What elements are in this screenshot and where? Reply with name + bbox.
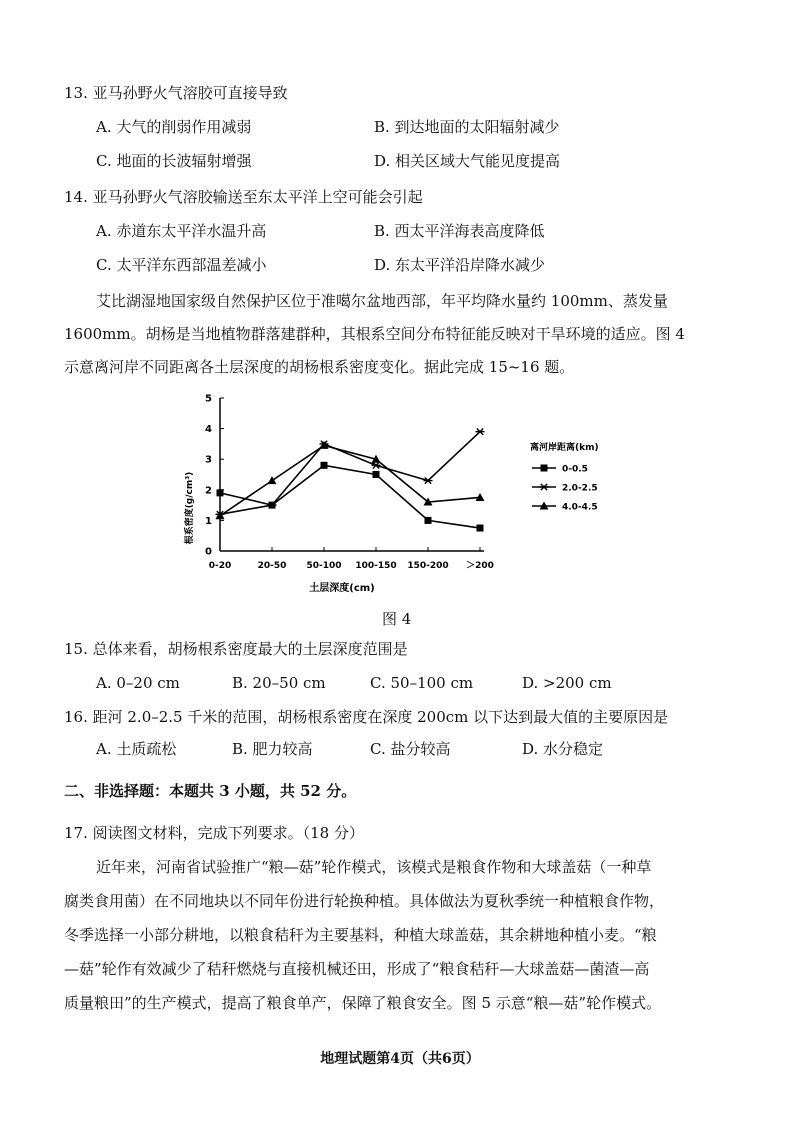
q15-option-c: C. 50–100 cm [370,674,474,692]
q16-option-b: B. 肥力较高 [232,740,313,758]
y-tick-label: 2 [205,485,212,497]
q17-line-2: 腐类食用菌）在不同地块以不同年份进行轮换种植。具体做法为夏秋季统一种植粮食作物， [64,892,665,910]
series-line-4.0-4.5 [220,445,480,515]
y-tick-label: 3 [205,454,212,466]
data-point-0-0.5 [321,462,328,469]
x-tick-label: ＞200 [466,561,494,571]
y-tick-label: 1 [205,515,212,527]
chart-series-layer [216,429,485,532]
q15-option-b: B. 20–50 cm [232,674,326,692]
q16-stem: 16. 距河 2.0–2.5 千米的范围，胡杨根系密度在深度 200cm 以下达到最大值的主要原因是 [64,708,669,726]
root-density-chart [180,388,600,603]
q17-line-4: —菇”轮作有效减少了秸秆燃烧与直接机械还田，形成了“粮食秸秆—大球盖菇—菌渣—高 [64,960,650,978]
q14-option-d: D. 东太平洋沿岸降水减少 [374,256,546,274]
q17-line-5: 质量粮田”的生产模式，提高了粮食单产，保障了粮食安全。图 5 示意“粮—菇”轮作模式。 [64,994,662,1012]
q13-option-d: D. 相关区域大气能见度提高 [374,152,561,170]
x-tick-label: 100-150 [355,561,397,571]
legend-marker [541,465,548,472]
y-tick-label: 5 [205,393,212,405]
q17-line-3: 冬季选择一小部分耕地，以粮食秸秆为主要基料，种植大球盖菇，其余耕地种植小麦。“粮 [64,926,657,944]
q13-stem: 13. 亚马孙野火气溶胶可直接导致 [64,84,288,102]
data-point-4.0-4.5 [216,511,225,519]
q17-line-1: 近年来，河南省试验推广“粮—菇”轮作模式，该模式是粮食作物和大球盖菇（一种草 [96,858,652,876]
data-point-0-0.5 [425,517,432,524]
data-point-0-0.5 [477,525,484,532]
legend-label: 0-0.5 [562,464,588,475]
data-point-2.0-2.5 [424,477,433,483]
data-point-2.0-2.5 [372,462,381,468]
y-tick-label: 0 [205,546,212,558]
x-tick-label: 50-100 [306,561,342,571]
data-point-2.0-2.5 [476,429,485,435]
q17-stem: 17. 阅读图文材料，完成下列要求。（18 分） [64,824,364,842]
q13-option-a: A. 大气的削弱作用减弱 [96,118,252,136]
q15-stem: 15. 总体来看，胡杨根系密度最大的土层深度范围是 [64,640,408,658]
data-point-0-0.5 [373,471,380,478]
y-axis-label: 根系密度(g/cm³) [185,471,195,545]
q14-option-b: B. 西太平洋海表高度降低 [374,222,545,240]
chart-legend [532,465,598,513]
chart-axes [205,394,494,572]
q14-option-c: C. 太平洋东西部温差减小 [96,256,267,274]
x-tick-label: 0-20 [208,561,232,571]
x-tick-label: 20-50 [257,561,287,571]
legend-label: 4.0-4.5 [562,502,598,513]
q16-option-a: A. 土质疏松 [96,740,177,758]
y-tick-label: 4 [205,424,212,436]
legend-label: 2.0-2.5 [562,483,598,494]
q16-option-d: D. 水分稳定 [522,740,604,758]
page-footer: 地理试题第4页（共6页） [320,1051,480,1067]
legend-marker [540,484,549,490]
data-point-4.0-4.5 [268,476,277,484]
passage-line-2: 1600mm。胡杨是当地植物群落建群种，其根系空间分布特征能反映对干旱环境的适应。图 4 [64,325,685,343]
passage-line-1: 艾比湖湿地国家级自然保护区位于准噶尔盆地西部，年平均降水量约 100mm、蒸发量 [96,292,668,310]
q14-stem: 14. 亚马孙野火气溶胶输送至东太平洋上空可能会引起 [64,188,423,206]
x-axis-label: 土层深度(cm) [309,583,375,594]
figure-4-caption: 图 4 [382,610,412,628]
q16-option-c: C. 盐分较高 [370,740,451,758]
series-line-0-0.5 [220,465,480,528]
legend-title: 离河岸距离(km) [530,443,599,453]
x-tick-label: 150-200 [407,561,449,571]
q13-option-b: B. 到达地面的太阳辐射减少 [374,118,560,136]
passage-line-3: 示意离河岸不同距离各土层深度的胡杨根系密度变化。据此完成 15~16 题。 [64,358,575,376]
section-2-heading: 二、非选择题：本题共 3 小题，共 52 分。 [64,782,357,800]
q15-option-a: A. 0–20 cm [96,674,180,692]
q13-option-c: C. 地面的长波辐射增强 [96,152,252,170]
q15-option-d: D. >200 cm [522,674,612,692]
q14-option-a: A. 赤道东太平洋水温升高 [96,222,267,240]
data-point-0-0.5 [217,489,224,496]
